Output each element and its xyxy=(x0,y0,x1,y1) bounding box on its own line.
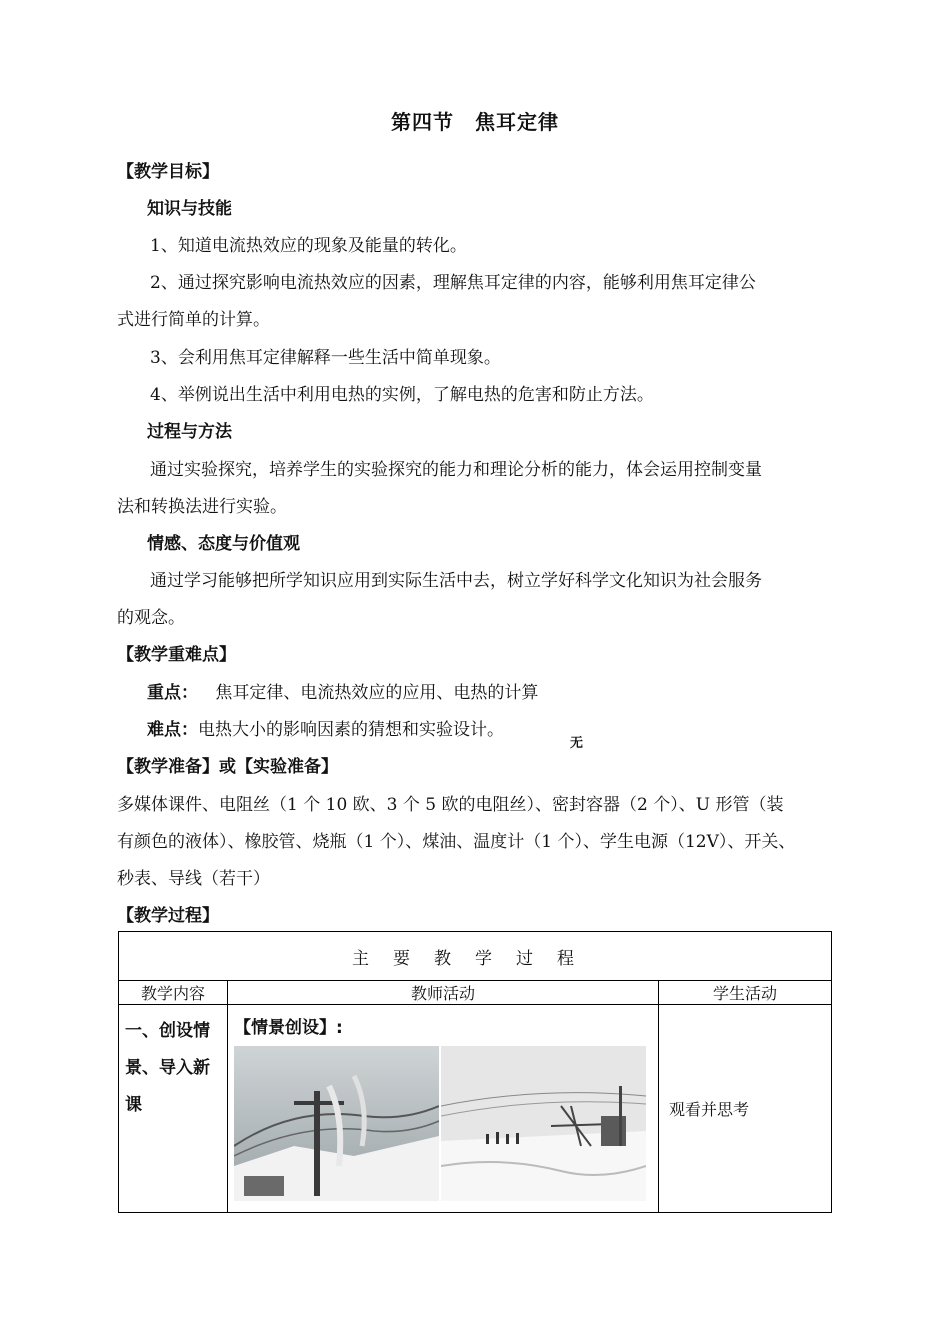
objectives-heading: 【教学目标】 xyxy=(117,162,219,182)
knowledge-item-3: 3、会利用焦耳定律解释一些生活中简单现象。 xyxy=(150,348,501,368)
table-main-header-row xyxy=(119,932,832,981)
difficult-point-row xyxy=(147,715,504,740)
teaching-process-heading: 【教学过程】 xyxy=(117,906,219,926)
table-main-header: 主要教学过程 xyxy=(119,932,832,981)
key-text: 焦耳定律、电流热效应的应用、电热的计算 xyxy=(215,683,539,703)
emotion-line-1: 通过学习能够把所学知识应用到实际生活中去，树立学好科学文化知识为社会服务 xyxy=(150,571,762,591)
knowledge-item-2-cont: 式进行简单的计算。 xyxy=(117,310,270,330)
knowledge-heading: 知识与技能 xyxy=(147,199,232,219)
prep-line-2: 有颜色的液体）、橡胶管、烧瓶（1 个）、煤油、温度计（1 个）、学生电源（12V）、开关、 xyxy=(117,832,796,852)
row1-content: 一、创设情景、导入新课 xyxy=(119,1005,228,1213)
key-point-row xyxy=(147,678,538,703)
difficult-text: 电热大小的影响因素的猜想和实验设计。 xyxy=(198,720,504,740)
table-column-header-row xyxy=(119,981,832,1005)
stray-mark: 无 xyxy=(570,736,584,751)
col-header-teacher: 教师活动 xyxy=(228,981,659,1005)
prep-line-1: 多媒体课件、电阻丝（1 个 10 欧、3 个 5 欧的电阻丝）、密封容器（2 个）、U 形管（装 xyxy=(117,795,784,815)
emotion-heading: 情感、态度与价值观 xyxy=(147,534,300,554)
ice-broken-tower-photo xyxy=(441,1046,646,1201)
process-heading: 过程与方法 xyxy=(147,422,232,442)
knowledge-item-4: 4、举例说出生活中利用电热的实例，了解电热的危害和防止方法。 xyxy=(150,385,654,405)
ice-power-lines-photo xyxy=(234,1046,439,1201)
row1-student: 观看并思考 xyxy=(659,1005,832,1213)
difficult-label: 难点： xyxy=(147,720,198,740)
row1-photos xyxy=(234,1046,652,1201)
row1-teacher xyxy=(228,1005,659,1213)
col-header-student: 学生活动 xyxy=(659,981,832,1005)
row1-teacher-heading: 【情景创设】: xyxy=(234,1018,343,1038)
keypoints-heading: 【教学重难点】 xyxy=(117,645,236,665)
prep-heading: 【教学准备】或【实验准备】 xyxy=(117,757,338,777)
process-line-1: 通过实验探究，培养学生的实验探究的能力和理论分析的能力，体会运用控制变量 xyxy=(150,460,762,480)
table-row xyxy=(119,1005,832,1213)
teaching-process-table xyxy=(118,931,832,1213)
knowledge-item-2: 2、通过探究影响电流热效应的因素，理解焦耳定律的内容，能够利用焦耳定律公 xyxy=(150,273,756,293)
process-line-2: 法和转换法进行实验。 xyxy=(117,497,287,517)
col-header-content: 教学内容 xyxy=(119,981,228,1005)
key-label: 重点： xyxy=(147,683,198,703)
knowledge-item-1: 1、知道电流热效应的现象及能量的转化。 xyxy=(150,236,467,256)
emotion-line-2: 的观念。 xyxy=(117,608,185,628)
prep-line-3: 秒表、导线（若干） xyxy=(117,869,270,889)
page-title: 第四节 焦耳定律 xyxy=(391,110,559,134)
